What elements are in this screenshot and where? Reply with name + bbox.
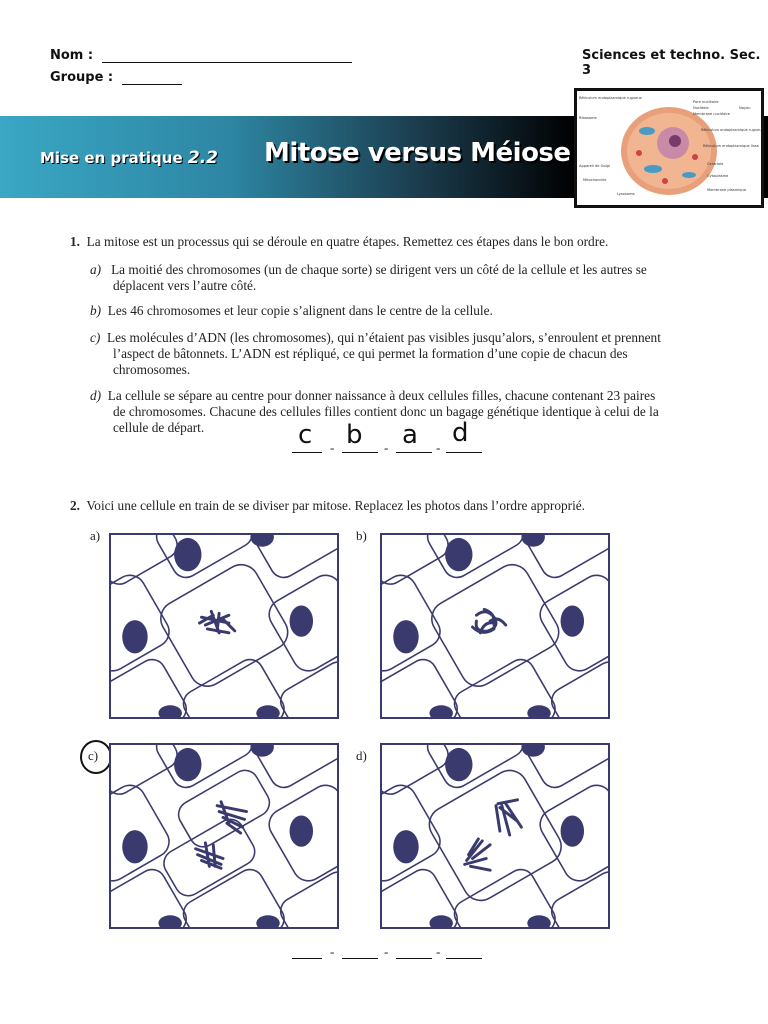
- q2-blank-2[interactable]: [342, 958, 378, 959]
- animal-cell-diagram: [574, 88, 764, 208]
- q1-answer-4[interactable]: d: [452, 418, 469, 448]
- name-field[interactable]: [102, 62, 352, 63]
- q1-blank-2: [342, 452, 378, 453]
- page-title: Mitose versus Méiose: [264, 138, 571, 168]
- q1-separator-1: -: [330, 440, 335, 455]
- panel-label-c: c): [88, 748, 99, 763]
- q1-answer-3[interactable]: a: [402, 420, 418, 450]
- cell-label-11: Centriole: [707, 162, 724, 166]
- circled-answer-mark: [80, 740, 112, 774]
- q2-separator-3: -: [436, 944, 441, 959]
- q1-separator-2: -: [384, 440, 389, 455]
- q1-item-c-line2: l’aspect de bâtonnets. L’ADN est répliqué, ce qui permet la formation d’une copie de chacun des: [113, 346, 628, 361]
- cell-label-12: Cytoplasme: [707, 174, 729, 178]
- mitosis-panel-c[interactable]: [109, 743, 339, 929]
- mitosis-panel-a[interactable]: [109, 533, 339, 719]
- q1-item-a-line2: déplacent vers l’autre côté.: [113, 278, 257, 293]
- cell-label-1: Ribosome: [579, 116, 597, 120]
- cell-label-9: Réticulum endoplasmique rugueux: [701, 128, 761, 132]
- q1-answer-1[interactable]: c: [298, 420, 313, 450]
- banner-label: Mise en pratique 2.2: [40, 148, 218, 168]
- q1-item-d: d) La cellule se sépare au centre pour donner naissance à deux cellules filles, chacune contenant 23 paires: [90, 388, 656, 403]
- group-field[interactable]: [122, 84, 182, 85]
- group-label: Groupe :: [50, 70, 182, 85]
- cell-label-5: Pore nucléaire: [693, 100, 719, 104]
- q1-item-a: a) La moitié des chromosomes (un de chaque sorte) se dirigent vers un côté de la cellule et les autres se: [90, 262, 647, 277]
- q1-blank-1: [292, 452, 322, 453]
- cell-label-3: Mitochondrie: [583, 178, 607, 182]
- cell-label-6: Nucléole: [693, 106, 709, 110]
- cell-label-13: Membrane plasmique: [707, 188, 747, 192]
- cell-label-0: Réticulum endoplasmique rugueux: [579, 96, 642, 100]
- q2-blank-4[interactable]: [446, 958, 482, 959]
- q1-item-d-line3: cellule de départ.: [113, 420, 205, 435]
- name-label: Nom :: [50, 48, 352, 63]
- question-2: 2. Voici une cellule en train de se diviser par mitose. Replacez les photos dans l’ordre approprié.: [70, 498, 586, 513]
- cell-label-4: Lysosome: [617, 192, 635, 196]
- q2-blank-1[interactable]: [292, 958, 322, 959]
- q1-separator-3: -: [436, 440, 441, 455]
- question-1: 1. La mitose est un processus qui se déroule en quatre étapes. Remettez ces étapes dans le bon ordre.: [70, 234, 609, 249]
- q2-separator-2: -: [384, 944, 389, 959]
- q1-item-c: c) Les molécules d’ADN (les chromosomes), qui n’étaient pas visibles jusqu’alors, s’enroulent et prennent: [90, 330, 661, 345]
- q1-item-b: b) Les 46 chromosomes et leur copie s’alignent dans le centre de la cellule.: [90, 303, 493, 318]
- q2-separator-1: -: [330, 944, 335, 959]
- cell-label-7: Membrane nucléaire: [693, 112, 730, 116]
- panel-label-a: a): [90, 528, 101, 543]
- mitosis-panel-d[interactable]: [380, 743, 610, 929]
- cell-label-2: Appareil de Golgi: [579, 164, 610, 168]
- q2-blank-3[interactable]: [396, 958, 432, 959]
- cell-label-10: Réticulum endoplasmique lisse: [703, 144, 759, 148]
- q1-item-d-line2: de chromosomes. Chacune des cellules filles contient donc un bagage génétique identique à celui de la: [113, 404, 659, 419]
- q1-blank-4: [446, 452, 482, 453]
- panel-label-d: d): [356, 748, 367, 763]
- cell-label-8: Noyau: [739, 106, 751, 110]
- q1-item-c-line3: chromosomes.: [113, 362, 191, 377]
- q1-blank-3: [396, 452, 432, 453]
- q1-answer-2[interactable]: b: [346, 420, 363, 450]
- course-label: Sciences et techno. Sec. 3: [582, 48, 761, 78]
- panel-label-b: b): [356, 528, 367, 543]
- mitosis-panel-b[interactable]: [380, 533, 610, 719]
